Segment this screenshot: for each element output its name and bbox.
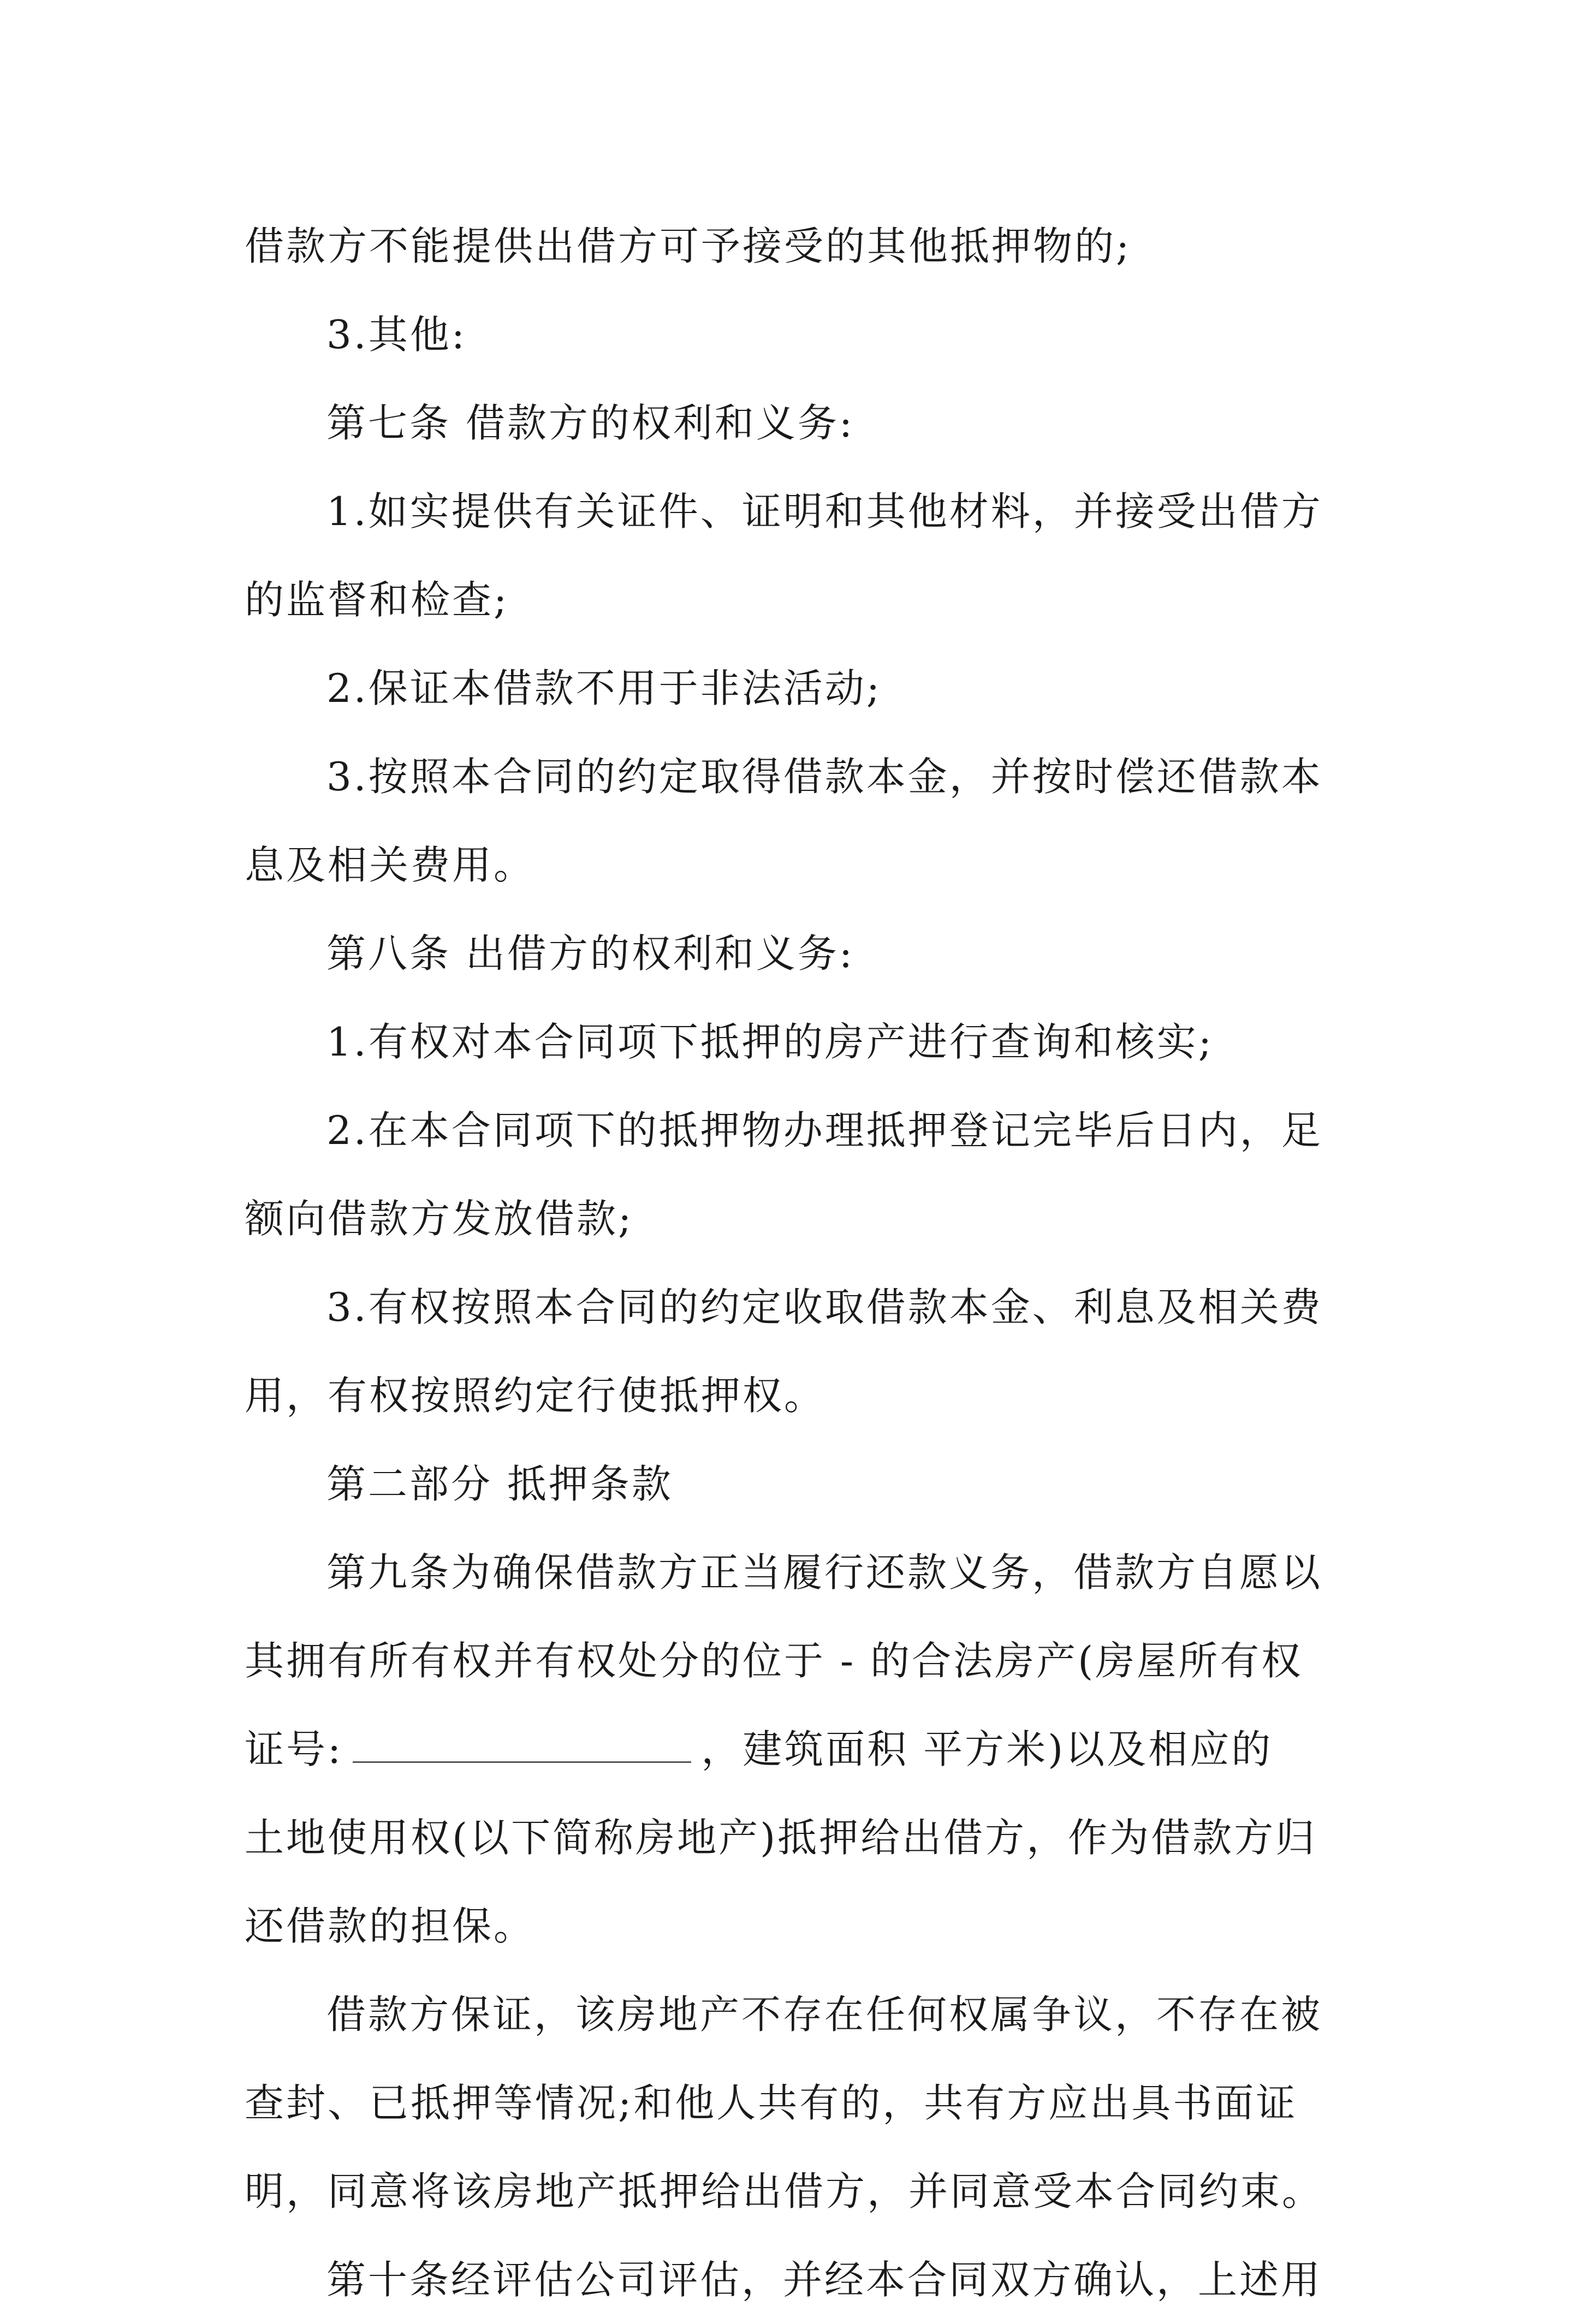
- section-heading: 第二部分 抵押条款: [326, 1461, 673, 1507]
- certificate-number-blank: [353, 1729, 691, 1763]
- text-line: 借款方不能提供出借方可予接受的其他抵押物的;: [245, 223, 1132, 269]
- text-line: 查封、已抵押等情况;和他人共有的，共有方应出具书面证: [245, 2080, 1298, 2126]
- text-line: 息及相关费用。: [245, 842, 536, 888]
- text-line: 3.其他:: [326, 312, 467, 357]
- text-line: 第十条经评估公司评估，并经本合同双方确认，上述用: [326, 2257, 1323, 2303]
- text-line-with-blank: [245, 1705, 1342, 1793]
- text-line: 额向借款方发放借款;: [245, 1196, 634, 1242]
- text-line: 3.有权按照本合同的约定收取借款本金、利息及相关费: [326, 1284, 1323, 1330]
- text-line: 土地使用权(以下简称房地产)抵押给出借方，作为借款方归: [245, 1815, 1317, 1861]
- text-line: 2.保证本借款不用于非法活动;: [326, 665, 882, 711]
- text-line: 的监督和检查;: [245, 577, 509, 623]
- text-line: 借款方保证，该房地产不存在任何权属争议，不存在被: [326, 1992, 1323, 2037]
- text-line: 3.按照本合同的约定取得借款本金，并按时偿还借款本: [326, 754, 1323, 800]
- text-line: 1.有权对本合同项下抵押的房产进行查询和核实;: [326, 1019, 1214, 1065]
- document-body: [245, 202, 1342, 2324]
- text-segment: 证号:: [245, 1726, 343, 1772]
- text-line: 2.在本合同项下的抵押物办理抵押登记完毕后日内，足: [326, 1107, 1323, 1153]
- text-line: 明，同意将该房地产抵押给出借方，并同意受本合同约束。: [245, 2168, 1324, 2214]
- text-line: 还借款的担保。: [245, 1903, 536, 1949]
- text-line: 其拥有所有权并有权处分的位于 - 的合法房产(房屋所有权: [245, 1638, 1303, 1684]
- text-line: 第九条为确保借款方正当履行还款义务，借款方自愿以: [326, 1550, 1323, 1595]
- text-line: 用，有权按照约定行使抵押权。: [245, 1373, 826, 1419]
- article-heading: 第七条 借款方的权利和义务:: [326, 400, 855, 446]
- article-heading: 第八条 出借方的权利和义务:: [326, 931, 855, 976]
- text-line: 1.如实提供有关证件、证明和其他材料，并接受出借方: [326, 488, 1323, 534]
- text-segment: ，建筑面积 平方米)以及相应的: [701, 1726, 1273, 1772]
